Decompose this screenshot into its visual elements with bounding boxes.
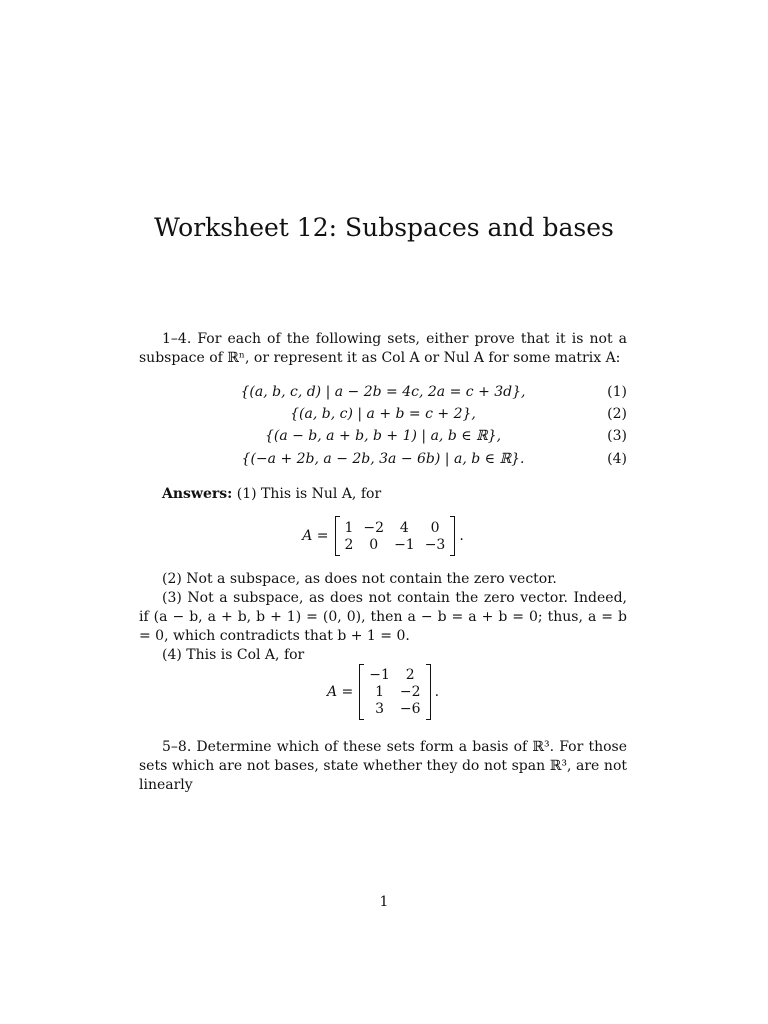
equation-2	[139, 404, 627, 426]
equation-4-expr: {(−a + 2b, a − 2b, 3a − 6b) | a, b ∈ ℝ}.	[241, 451, 525, 467]
matrix-col-a-entries	[364, 667, 425, 718]
equation-4-number: (4)	[607, 451, 627, 467]
matrix-nul-a-lhs: A =	[302, 528, 329, 544]
equation-3	[139, 426, 627, 448]
matrix-entry: 2	[344, 536, 354, 553]
equation-1-number: (1)	[607, 384, 627, 400]
equation-2-expr: {(a, b, c) | a + b = c + 2},	[290, 406, 476, 422]
matrix-entry: −6	[399, 701, 421, 717]
problem-5-8-text: 5–8. Determine which of these sets form a basis of ℝ³. For those sets which are not bases, state whether they do not span ℝ³, are not linearly	[139, 739, 627, 793]
matrix-entry: −2	[363, 519, 385, 536]
matrix-col-a	[139, 664, 627, 720]
equation-3-number: (3)	[607, 428, 627, 444]
matrix-entry: 3	[375, 701, 385, 717]
matrix-entry: −2	[399, 684, 421, 700]
page-number: 1	[379, 894, 389, 910]
matrix-nul-a-period: .	[459, 528, 464, 544]
equation-3-expr: {(a − b, a + b, b + 1) | a, b ∈ ℝ},	[264, 428, 502, 444]
matrix-entry: 0	[369, 536, 379, 553]
matrix-entry: −1	[394, 536, 415, 553]
equation-1	[139, 382, 627, 404]
answer-2: (2) Not a subspace, as does not contain the zero vector.	[162, 571, 557, 587]
answer-4: (4) This is Col A, for	[162, 647, 305, 663]
matrix-nul-a	[139, 516, 627, 556]
equation-1-expr: {(a, b, c, d) | a − 2b = 4c, 2a = c + 3d},	[240, 384, 526, 400]
page-title: Worksheet 12: Subspaces and bases	[154, 213, 614, 242]
right-bracket	[426, 664, 431, 720]
matrix-col-a-lhs: A =	[326, 684, 354, 700]
right-bracket	[450, 516, 455, 556]
equation-2-number: (2)	[607, 406, 627, 422]
matrix-col-a-period: .	[434, 684, 440, 700]
problem-1-4-text: 1–4. For each of the following sets, either prove that it is not a subspace of ℝⁿ, or represent it as Col A or Nul A for some matrix A:	[139, 331, 627, 366]
answers-label: Answers:	[162, 486, 233, 502]
matrix-entry: 0	[430, 519, 440, 536]
matrix-entry: 1	[375, 684, 385, 700]
answers-intro	[139, 485, 627, 504]
matrix-entry: 2	[405, 667, 415, 683]
matrix-entry: −3	[424, 536, 446, 553]
answer-1-intro: (1) This is Nul A, for	[232, 486, 382, 502]
matrix-entry: −1	[369, 667, 390, 683]
equation-4	[139, 449, 627, 471]
answer-3: (3) Not a subspace, as does not contain the zero vector. Indeed, if (a − b, a + b, b + 1) = (0, 0), then a − b = a + b = 0; thus, a = b = 0, which contradicts that b + 1 = 0.	[139, 590, 627, 644]
matrix-entry: 1	[344, 519, 354, 536]
matrix-entry: 4	[399, 519, 409, 536]
matrix-nul-a-entries	[340, 519, 451, 553]
